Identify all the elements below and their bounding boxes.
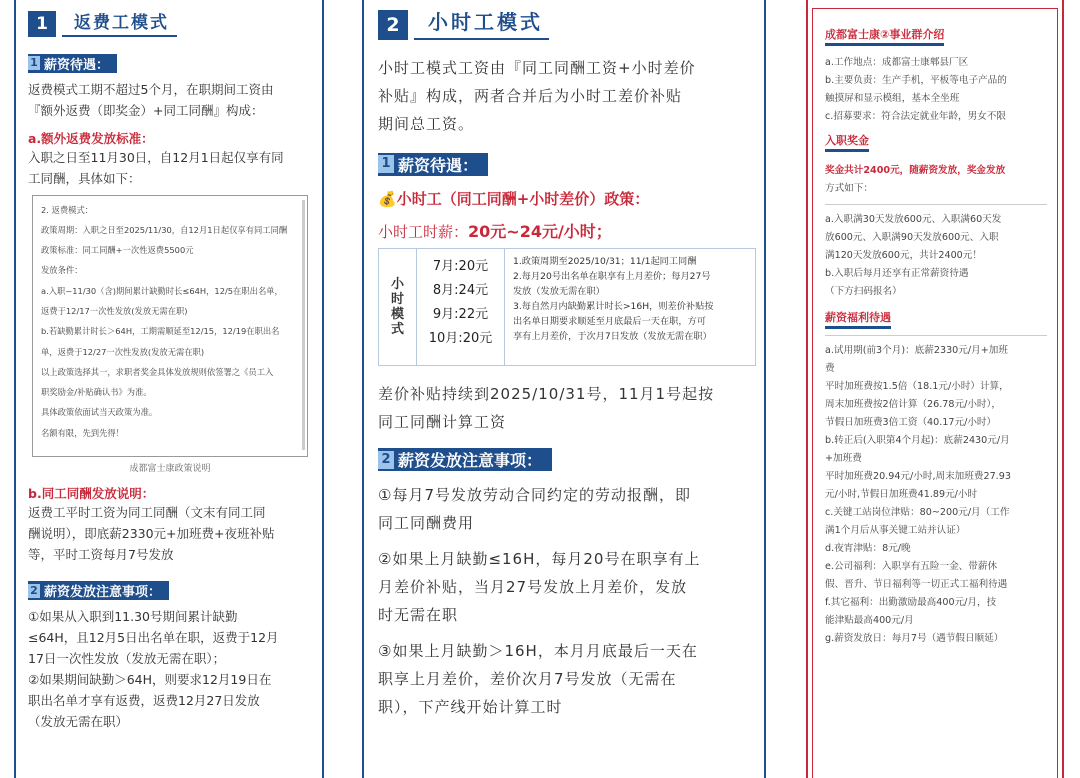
money-bag-icon: 💰	[378, 189, 397, 208]
note-line: ①如果从入职到11.30号期间累计缺勤	[28, 609, 238, 624]
section-number: 2	[378, 10, 408, 40]
equal-pay-title: b.同工同酬发放说明：	[28, 485, 155, 501]
hourly-rate-table	[378, 248, 756, 366]
diff-text: 差价补贴持续到2025/10/31号，11月1号起按	[378, 384, 715, 403]
rebate-text: 工同酬，具体如下：	[28, 170, 141, 186]
scrollbar	[302, 200, 305, 450]
salary-subheading: 1 薪资待遇：	[28, 54, 117, 73]
welfare-line: 假、晋升、节日福利等一切正式工福利待遇	[825, 579, 1008, 590]
welfare-line: b.转正后(入职第4个月起)：底薪2430元/月	[825, 435, 1010, 446]
note-3: ③如果上月缺勤＞16H，本月月底最后一天在 职享上月差价，差价次月7号发放（无需在 职），下产线开始计算工时	[378, 642, 698, 716]
rebate-standard-title: a.额外返费发放标准：	[28, 130, 154, 146]
welfare-line: +加班费	[825, 453, 862, 464]
note-line: （发放无需在职）	[28, 714, 129, 729]
policy-image: 2. 返费模式： 政策周期：入职之日至2025/11/30，自12月1日起仅享有同工同酬 政策标准：同工同酬+一次性返费5500元 发放条件： a.入职~11/30（含)期间累计缺勤时长≤64H，12/5在职出名单， 返费于12/17一次性发放(发放无需在职) b.若缺勤累计时长＞64H，工期需顺延至12/15，12/19在职出名 单，返费于12/27一次性发放(发放无需在职) 以上政策选择其一，求职者奖金具体发放规则依签署之《员工入 职奖励金/补贴确认书》为准。 具体政策依面试当天政策为准。 名额有限，先到先得！	[32, 195, 308, 457]
intro-line: 『额外返费（即奖金）+同工同酬』构成：	[28, 102, 264, 118]
monthly-rates	[417, 249, 505, 365]
divider	[825, 204, 1047, 205]
bonus-detail: b.入职后每月还享有正常薪资待遇	[825, 268, 969, 279]
rebate-mode-column	[14, 0, 324, 778]
image-caption: 成都富士康政策说明	[129, 463, 211, 474]
hourly-mode-column	[362, 0, 766, 778]
welfare-line: g.薪资发放日：每月7号（遇节假日顺延）	[825, 633, 1004, 644]
intro-line: 返费模式工期不超过5个月，在职期间工资由	[28, 81, 274, 97]
section-title	[378, 6, 754, 40]
welfare-title: 薪资福利待遇	[825, 309, 891, 329]
note-1: ①每月7号发放劳动合同约定的劳动报酬，即 同工同酬费用	[378, 486, 691, 532]
bonus-detail: 放600元、入职满90天发放600元、入职	[825, 232, 999, 243]
equal-pay-text: 等，平时工资每月7号发放	[28, 546, 174, 562]
divider	[825, 335, 1047, 336]
section-heading: 返费工模式	[62, 8, 177, 37]
equal-pay-text: 返费工平时工资为同工同酬（文末有同工同	[28, 504, 266, 520]
rebate-text: 入职之日至11月30日，自12月1日起仅享有同	[28, 149, 284, 165]
bonus-detail: （下方扫码报名）	[825, 286, 902, 297]
welfare-line: e.公司福利：入职享有五险一金、带薪休	[825, 561, 998, 572]
note-line: ≤64H，且12月5日出名单在职，返费于12月	[28, 630, 279, 645]
info-line: b.主要负责：生产手机，平板等电子产品的	[825, 75, 1007, 86]
info-line: 触摸屏和显示模组，基本全坐班	[825, 93, 960, 104]
note-line: ②如果期间缺勤＞64H，则要求12月19日在	[28, 672, 272, 687]
payment-notes-subheading: 2 薪资发放注意事项：	[378, 448, 552, 471]
rate-cell: 7月:20元	[432, 258, 489, 274]
rate-cell: 8月:24元	[432, 282, 489, 298]
intro-line: 小时工模式工资由『同工同酬工资+小时差价	[378, 59, 696, 77]
policy-title: 小时工（同工同酬+小时差价）政策：	[396, 189, 650, 208]
welfare-line: 满1个月后从事关键工站并认证）	[825, 525, 966, 536]
rate-cell: 9月:22元	[432, 306, 489, 322]
welfare-line: c.关键工站岗位津贴：80~200元/月（工作	[825, 507, 1010, 518]
bonus-line: 奖金共计2400元，随薪资发放，奖金发放	[825, 165, 1006, 176]
bonus-title: 入职奖金	[825, 132, 869, 152]
bonus-detail: 满120天发放600元，共计2400元！	[825, 250, 982, 261]
rate-cell: 10月:20元	[428, 330, 493, 346]
info-line: c.招募要求：符合法定就业年龄，男女不限	[825, 111, 1007, 122]
note-line: 职出名单才享有返费，返费12月27日发放	[28, 693, 260, 708]
note-line: 17日一次性发放（发放无需在职）；	[28, 651, 226, 666]
welfare-line: f.其它福利：出勤激励最高400元/月，技	[825, 597, 997, 608]
equal-pay-text: 酬说明），即底薪2330元+加班费+夜班补贴	[28, 525, 275, 541]
intro-line: 期间总工资。	[378, 115, 475, 133]
salary-subheading: 1 薪资待遇：	[378, 153, 488, 176]
info-line: a.工作地点：成都富士康郫县厂区	[825, 57, 969, 68]
rate-notes: 1.政策周期至2025/10/31；11/1起同工同酬 2.每月20号出名单在职享有上月差价；每月27号 发放（发放无需在职） 3.每自然月内缺勤累计时长>16H，则差价补贴按 出名单日期要求顺延至月底最后一天在职，方可 享有上月差价，于次月7日发放（发放无需在职）	[513, 255, 714, 342]
payment-notes-subheading: 2 薪资发放注意事项：	[28, 581, 169, 600]
welfare-line: 周末加班费按2倍计算（26.78元/小时），	[825, 399, 1001, 410]
bonus-line: 方式如下：	[825, 183, 873, 194]
bonus-detail: a.入职满30天发放600元、入职满60天发	[825, 214, 1002, 225]
welfare-line: 节假日加班费3倍工资（40.17元/小时）	[825, 417, 997, 428]
intro-line: 补贴』构成，两者合并后为小时工差价补贴	[378, 87, 683, 105]
section-title	[28, 8, 312, 37]
diff-text: 同工同酬计算工资	[378, 412, 507, 431]
welfare-line: 费	[825, 363, 835, 374]
section-heading: 小时工模式	[414, 6, 549, 40]
hourly-wage: 小时工时薪：20元~24元/小时；	[378, 221, 612, 241]
welfare-line: d.夜宵津贴：8元/晚	[825, 543, 911, 554]
welfare-line: 能津贴最高400元/月	[825, 615, 914, 626]
welfare-line: 平时加班费按1.5倍（18.1元/小时）计算，	[825, 381, 1009, 392]
welfare-line: 元/小时,节假日加班费41.89元/小时	[825, 489, 978, 500]
welfare-line: a.试用期(前3个月)：底薪2330元/月+加班	[825, 345, 1008, 356]
table-row-label: 小 时 模 式	[379, 249, 417, 365]
foxconn-info-column	[806, 0, 1064, 778]
note-2: ②如果上月缺勤≤16H，每月20号在职享有上 月差价补贴，当月27号发放上月差价，发放 时无需在职	[378, 550, 701, 624]
group-intro-title: 成都富士康②事业群介绍	[825, 26, 944, 46]
welfare-line: 平时加班费20.94元/小时,周末加班费27.93	[825, 471, 1011, 482]
section-number: 1	[28, 11, 56, 37]
